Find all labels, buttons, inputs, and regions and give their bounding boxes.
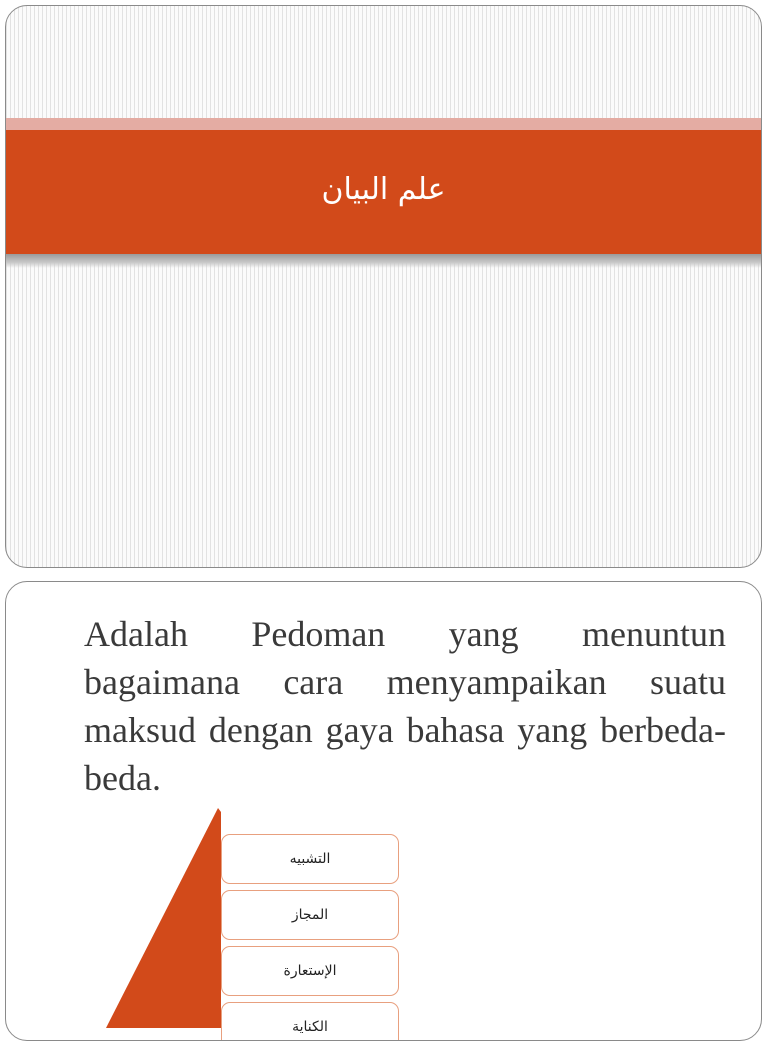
list-item-kinaya: الكناية xyxy=(221,1002,399,1041)
title-bar-top-stripe xyxy=(6,118,761,130)
list-item-istiara: الإستعارة xyxy=(221,946,399,996)
title-bar xyxy=(6,130,761,254)
pyramid-triangle xyxy=(106,808,221,1028)
definition-text: Adalah Pedoman yang menuntun bagaimana cara menyampaikan suatu maksud dengan gaya bahasa yang berbeda-beda. xyxy=(84,614,726,798)
slide-title: علم البيان xyxy=(321,171,446,207)
content-slide xyxy=(5,581,762,1041)
list-item-majaz: المجاز xyxy=(221,890,399,940)
title-slide xyxy=(5,5,762,568)
list-item-tashbih: التشبيه xyxy=(221,834,399,884)
title-bar-shadow xyxy=(6,254,761,268)
